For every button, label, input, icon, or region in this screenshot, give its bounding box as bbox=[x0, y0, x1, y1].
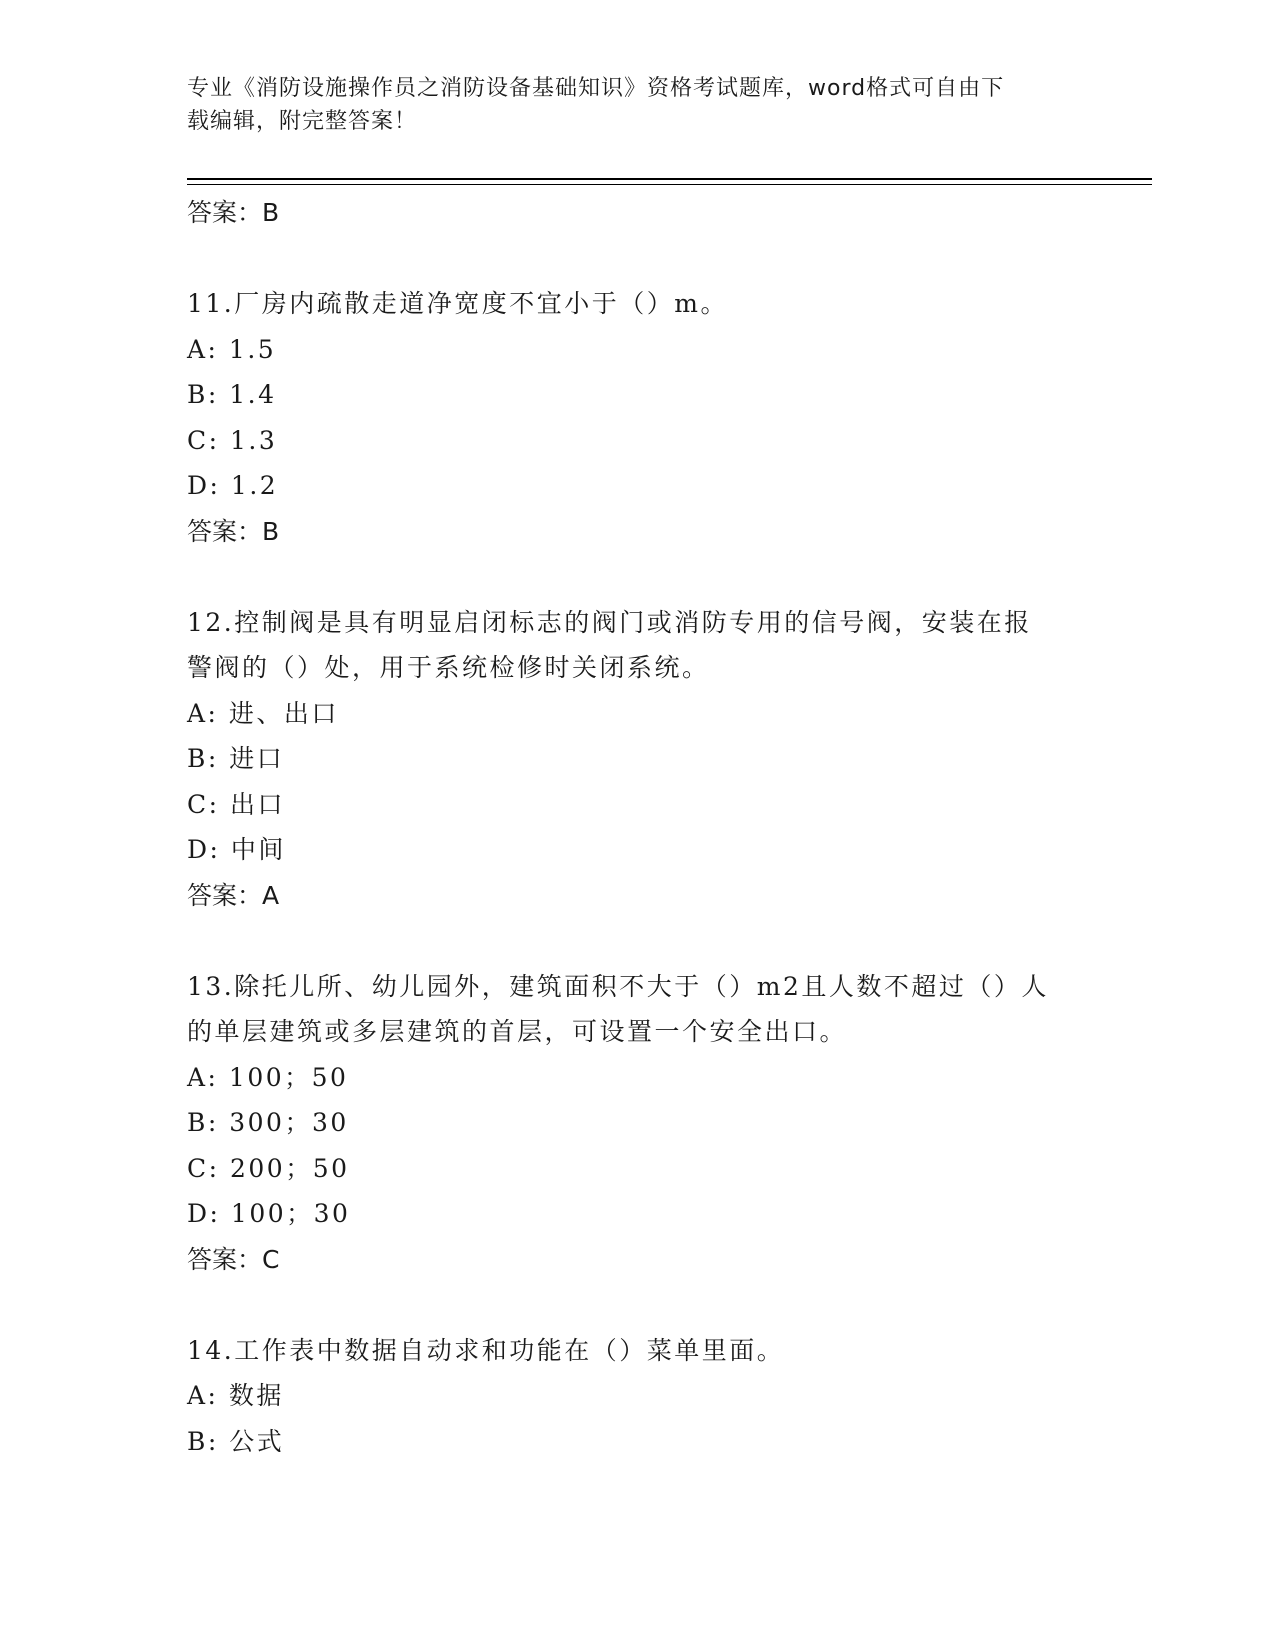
answer-line: 答案：C bbox=[187, 1244, 280, 1274]
question-14 bbox=[187, 1328, 1087, 1465]
answer-line: 答案：B bbox=[187, 516, 280, 546]
option-a: A: 进、出口 bbox=[187, 698, 339, 728]
option-c: C: 1.3 bbox=[187, 425, 278, 455]
option-d: D: 1.2 bbox=[187, 471, 279, 500]
question-13 bbox=[187, 964, 1087, 1237]
option-b: B: 公式 bbox=[187, 1426, 285, 1456]
question-text: 警阀的（）处，用于系统检修时关闭系统。 bbox=[187, 653, 710, 682]
header-rule-thick bbox=[187, 178, 1152, 180]
header-rule-thin bbox=[187, 184, 1152, 185]
document-header bbox=[187, 72, 1087, 138]
option-a: A: 1.5 bbox=[187, 334, 277, 364]
option-c: C: 出口 bbox=[187, 789, 285, 819]
option-d: D: 100；30 bbox=[187, 1199, 351, 1228]
question-text: 11.厂房内疏散走道净宽度不宜小于（）m。 bbox=[187, 289, 728, 318]
answer-line: 答案：B bbox=[187, 198, 280, 227]
header-line-1: 专业《消防设施操作员之消防设备基础知识》资格考试题库，word格式可自由下 bbox=[187, 76, 1005, 101]
option-b: B: 300；30 bbox=[187, 1108, 349, 1137]
question-12 bbox=[187, 600, 1087, 873]
option-a: A: 100；50 bbox=[187, 1062, 349, 1092]
header-line-2: 载编辑，附完整答案！ bbox=[187, 109, 418, 134]
question-text: 13.除托儿所、幼儿园外，建筑面积不大于（）m2且人数不超过（）人 bbox=[187, 971, 1049, 1001]
question-list bbox=[187, 190, 1087, 1464]
question-text: 14.工作表中数据自动求和功能在（）菜单里面。 bbox=[187, 1335, 785, 1365]
question-11 bbox=[187, 281, 1087, 509]
option-c: C: 200；50 bbox=[187, 1153, 350, 1183]
option-a: A: 数据 bbox=[187, 1381, 284, 1410]
answer-line: 答案：A bbox=[187, 880, 280, 910]
option-b: B: 1.4 bbox=[187, 380, 277, 409]
option-d: D: 中间 bbox=[187, 835, 286, 864]
question-text: 的单层建筑或多层建筑的首层，可设置一个安全出口。 bbox=[187, 1017, 848, 1046]
question-text: 12.控制阀是具有明显启闭标志的阀门或消防专用的信号阀，安装在报 bbox=[187, 607, 1032, 637]
option-b: B: 进口 bbox=[187, 744, 285, 773]
